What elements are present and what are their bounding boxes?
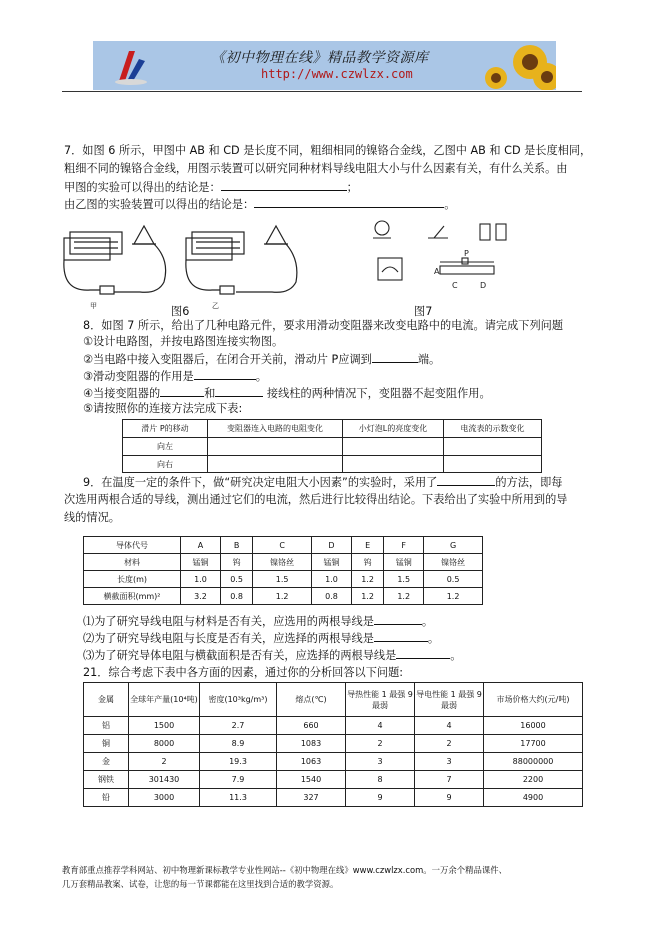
q8-th-0: 滑片 P的移动 xyxy=(123,420,208,438)
q21-r3c3: 1540 xyxy=(277,771,346,789)
q8-r1c3[interactable] xyxy=(444,456,542,473)
q21-th-2: 密度(10³kg/m³) xyxy=(200,683,277,717)
q8-intro: 8．如图 7 所示，给出了几种电路元件，要求用滑动变阻器来改变电路中的电流。请完成下列问题 xyxy=(83,319,564,332)
q9-r0c3: 镍铬丝 xyxy=(253,554,312,571)
q8-r0c2[interactable] xyxy=(343,438,444,456)
table-row xyxy=(84,753,583,771)
q9-r1c1: 1.0 xyxy=(181,571,221,588)
q21-intro: 21．综合考虑下表中各方面的因素，通过你的分析回答以下问题: xyxy=(83,666,404,679)
q9-line3: 线的情况。 xyxy=(64,511,120,524)
table-row xyxy=(84,735,583,753)
q8-th-2: 小灯泡L的亮度变化 xyxy=(343,420,444,438)
q21-r1c2: 8.9 xyxy=(200,735,277,753)
q21-r4c1: 3000 xyxy=(129,789,200,807)
q9-r2c5: 1.2 xyxy=(351,588,383,605)
q7-line3 xyxy=(64,179,358,195)
q21-r1c0: 铜 xyxy=(84,735,129,753)
q8-r0c1[interactable] xyxy=(208,438,343,456)
q9-blank-material[interactable] xyxy=(374,613,422,625)
q8-item3 xyxy=(83,368,267,384)
table-row xyxy=(84,571,483,588)
q21-r0c0: 铝 xyxy=(84,717,129,735)
q9-r2c7: 1.2 xyxy=(424,588,483,605)
figure-7-label-d: D xyxy=(480,281,487,290)
figure-7-components xyxy=(368,214,518,308)
q21-r3c0: 钢铁 xyxy=(84,771,129,789)
q9-sub3-end: 。 xyxy=(450,649,462,662)
q21-r2c6: 88000000 xyxy=(484,753,583,771)
q21-r0c3: 660 xyxy=(277,717,346,735)
q8-item4-text-b: 和 xyxy=(204,387,216,400)
q21-r4c4: 9 xyxy=(346,789,415,807)
figure-6-caption: 图6 xyxy=(171,305,190,318)
q21-r4c5: 9 xyxy=(415,789,484,807)
figure-6-circuits xyxy=(60,220,320,316)
q21-r0c2: 2.7 xyxy=(200,717,277,735)
q9-r1c4: 1.0 xyxy=(312,571,352,588)
q21-r2c4: 3 xyxy=(346,753,415,771)
q9-r2c3: 1.2 xyxy=(253,588,312,605)
table-row xyxy=(84,771,583,789)
q21-r2c1: 2 xyxy=(129,753,200,771)
q9-r2c0: 横截面积(mm)² xyxy=(84,588,181,605)
q9-r0c4: 锰铜 xyxy=(312,554,352,571)
q9-line2: 次选用两根合适的导线，测出通过它们的电流，然后进行比较得出结论。下表给出了实验中所用到的导 xyxy=(64,493,568,506)
q9-r1c0: 长度(m) xyxy=(84,571,181,588)
header-banner xyxy=(93,41,556,90)
footer-line2: 几万套精品教案、试卷，让您的每一节课都能在这里找到合适的教学资源。 xyxy=(62,879,339,889)
figure-7-label-a: A xyxy=(434,267,440,276)
q9-sub3-text: ⑶为了研究导体电阻与横截面积是否有关，应选择的两根导线是 xyxy=(83,649,397,662)
q8-item4 xyxy=(83,385,491,401)
q9-th-6: F xyxy=(384,537,424,554)
header-rule xyxy=(62,91,582,92)
q8-item3-end: 。 xyxy=(255,370,267,383)
q8-item2-end: 端。 xyxy=(417,353,441,366)
figure-7-caption: 图7 xyxy=(414,305,433,318)
q9-th-2: B xyxy=(220,537,252,554)
q21-th-1: 全球年产量(10⁴吨) xyxy=(129,683,200,717)
site-logo xyxy=(113,45,153,87)
q21-th-5: 导电性能 1 最强 9 最弱 xyxy=(415,683,484,717)
q21-r0c4: 4 xyxy=(346,717,415,735)
q21-r2c2: 19.3 xyxy=(200,753,277,771)
q8-item2 xyxy=(83,351,440,367)
table-row xyxy=(123,456,542,473)
q21-r4c2: 11.3 xyxy=(200,789,277,807)
table-row xyxy=(84,554,483,571)
q21-r4c3: 327 xyxy=(277,789,346,807)
figure-6-jia-label: 甲 xyxy=(90,302,97,310)
q21-r1c1: 8000 xyxy=(129,735,200,753)
table-row xyxy=(84,588,483,605)
q9-sub2-end: 。 xyxy=(427,632,440,645)
q21-r0c5: 4 xyxy=(415,717,484,735)
q21-th-6: 市场价格大约(元/吨) xyxy=(484,683,583,717)
q7-blank2[interactable] xyxy=(254,196,444,208)
q7-line3-text: 甲图的实验可以得出的结论是： xyxy=(64,181,221,194)
q21-r3c4: 8 xyxy=(346,771,415,789)
q21-r3c6: 2200 xyxy=(484,771,583,789)
q7-line3-end: ； xyxy=(346,181,358,194)
q9-th-4: D xyxy=(312,537,352,554)
table-row xyxy=(84,717,583,735)
q8-item4-text-a: ④当接变阻器的 xyxy=(83,387,161,400)
q9-sub1-text: ⑴为了研究导线电阻与材料是否有关，应选用的两根导线是 xyxy=(83,615,374,628)
q8-r0c3[interactable] xyxy=(444,438,542,456)
q8-r1c0: 向右 xyxy=(123,456,208,473)
q9-blank-length[interactable] xyxy=(374,630,428,642)
q8-blank-purpose[interactable] xyxy=(194,368,256,380)
q9-r1c5: 1.2 xyxy=(351,571,383,588)
figure-7-label-p: P xyxy=(464,249,469,258)
q9-r1c2: 0.5 xyxy=(220,571,252,588)
q21-r3c1: 301430 xyxy=(129,771,200,789)
q8-item4-text-c: 接线柱的两种情况下，变阻器不起变阻作用。 xyxy=(266,387,491,400)
q9-blank-method[interactable] xyxy=(437,474,495,486)
table-row xyxy=(123,438,542,456)
q21-r0c6: 16000 xyxy=(484,717,583,735)
table-row xyxy=(84,789,583,807)
q21-r2c0: 金 xyxy=(84,753,129,771)
q21-r3c5: 7 xyxy=(415,771,484,789)
q21-r4c6: 4900 xyxy=(484,789,583,807)
q21-r1c3: 1083 xyxy=(277,735,346,753)
q8-blank-terminal2[interactable] xyxy=(215,385,263,397)
q21-table xyxy=(83,682,583,807)
q9-r0c7: 镍铬丝 xyxy=(424,554,483,571)
q21-r1c4: 2 xyxy=(346,735,415,753)
q7-blank1[interactable] xyxy=(221,179,347,191)
q9-line1-text-b: 的方法，即每 xyxy=(495,476,563,489)
q9-sub1 xyxy=(83,613,433,629)
q8-th-3: 电流表的示数变化 xyxy=(444,420,542,438)
q7-line4-text: 由乙图的实验装置可以得出的结论是： xyxy=(64,198,255,211)
q21-r2c3: 1063 xyxy=(277,753,346,771)
q21-th-0: 金属 xyxy=(84,683,129,717)
q9-r2c1: 3.2 xyxy=(181,588,221,605)
q9-sub1-end: 。 xyxy=(421,615,434,628)
q7-line1: 7．如图 6 所示，甲图中 AB 和 CD 是长度不同，粗细相同的镍铬合金线，乙图中 AB 和 CD 是长度相同， xyxy=(64,144,592,157)
q8-r0c0: 向左 xyxy=(123,438,208,456)
q21-th-3: 熔点(℃) xyxy=(277,683,346,717)
q9-r0c5: 钨 xyxy=(351,554,383,571)
q7-line2: 粗细不同的镍铬合金线，用图示装置可以研究同种材料导线电阻大小与什么因素有关，有什么关系。由 xyxy=(64,162,568,175)
q21-r3c2: 7.9 xyxy=(200,771,277,789)
q21-r4c0: 铅 xyxy=(84,789,129,807)
q8-item2-text: ②当电路中接入变阻器后，在闭合开关前，滑动片 P应调到 xyxy=(83,353,372,366)
q9-r0c1: 锰铜 xyxy=(181,554,221,571)
q9-r1c7: 0.5 xyxy=(424,571,483,588)
q9-sub2-text: ⑵为了研究导线电阻与长度是否有关，应选择的两根导线是 xyxy=(83,632,374,645)
q9-r2c6: 1.2 xyxy=(384,588,424,605)
q9-r0c0: 材料 xyxy=(84,554,181,571)
q21-r2c5: 3 xyxy=(415,753,484,771)
q8-r1c1[interactable] xyxy=(208,456,343,473)
q8-th-1: 变阻器连入电路的电阻变化 xyxy=(208,420,343,438)
q7-line4 xyxy=(64,196,455,212)
q8-item5: ⑤请按照你的连接方法完成下表: xyxy=(83,402,243,415)
site-title: 《初中物理在线》精品教学资源库 xyxy=(211,50,429,66)
q8-blank-end[interactable] xyxy=(372,351,418,363)
q8-item3-text: ③滑动变阻器的作用是 xyxy=(83,370,194,383)
q21-r1c5: 2 xyxy=(415,735,484,753)
figure-6-yi-label: 乙 xyxy=(212,302,219,310)
q9-th-3: C xyxy=(253,537,312,554)
q9-r0c6: 锰铜 xyxy=(384,554,424,571)
q9-line1 xyxy=(83,474,562,490)
site-url: http://www.czwlzx.com xyxy=(261,67,413,81)
footer-line1: 教育部重点推荐学科网站、初中物理新课标教学专业性网站--《初中物理在线》www.czwlzx.com。一万余个精品课件、 xyxy=(62,865,508,875)
q9-r0c2: 钨 xyxy=(220,554,252,571)
q9-sub3 xyxy=(83,647,461,663)
q8-blank-terminal1[interactable] xyxy=(160,385,204,397)
figure-7-label-c: C xyxy=(452,281,458,290)
q9-line1-text-a: 9．在温度一定的条件下，做“研究决定电阻大小因素”的实验时，采用了 xyxy=(83,476,438,489)
q21-r1c6: 17700 xyxy=(484,735,583,753)
q9-r2c2: 0.8 xyxy=(220,588,252,605)
q9-r1c3: 1.5 xyxy=(253,571,312,588)
q9-sub2 xyxy=(83,630,439,646)
q9-th-1: A xyxy=(181,537,221,554)
q9-table xyxy=(83,536,483,605)
q7-line4-end: 。 xyxy=(444,198,456,211)
q9-r1c6: 1.5 xyxy=(384,571,424,588)
q9-th-0: 导体代号 xyxy=(84,537,181,554)
q8-table xyxy=(122,419,542,473)
q21-r0c1: 1500 xyxy=(129,717,200,735)
q9-th-5: E xyxy=(351,537,383,554)
q9-r2c4: 0.8 xyxy=(312,588,352,605)
q9-th-7: G xyxy=(424,537,483,554)
q8-r1c2[interactable] xyxy=(343,456,444,473)
q9-blank-area[interactable] xyxy=(396,647,450,659)
q21-th-4: 导热性能 1 最强 9 最弱 xyxy=(346,683,415,717)
q8-item1: ①设计电路图，并按电路图连接实物图。 xyxy=(83,335,284,348)
